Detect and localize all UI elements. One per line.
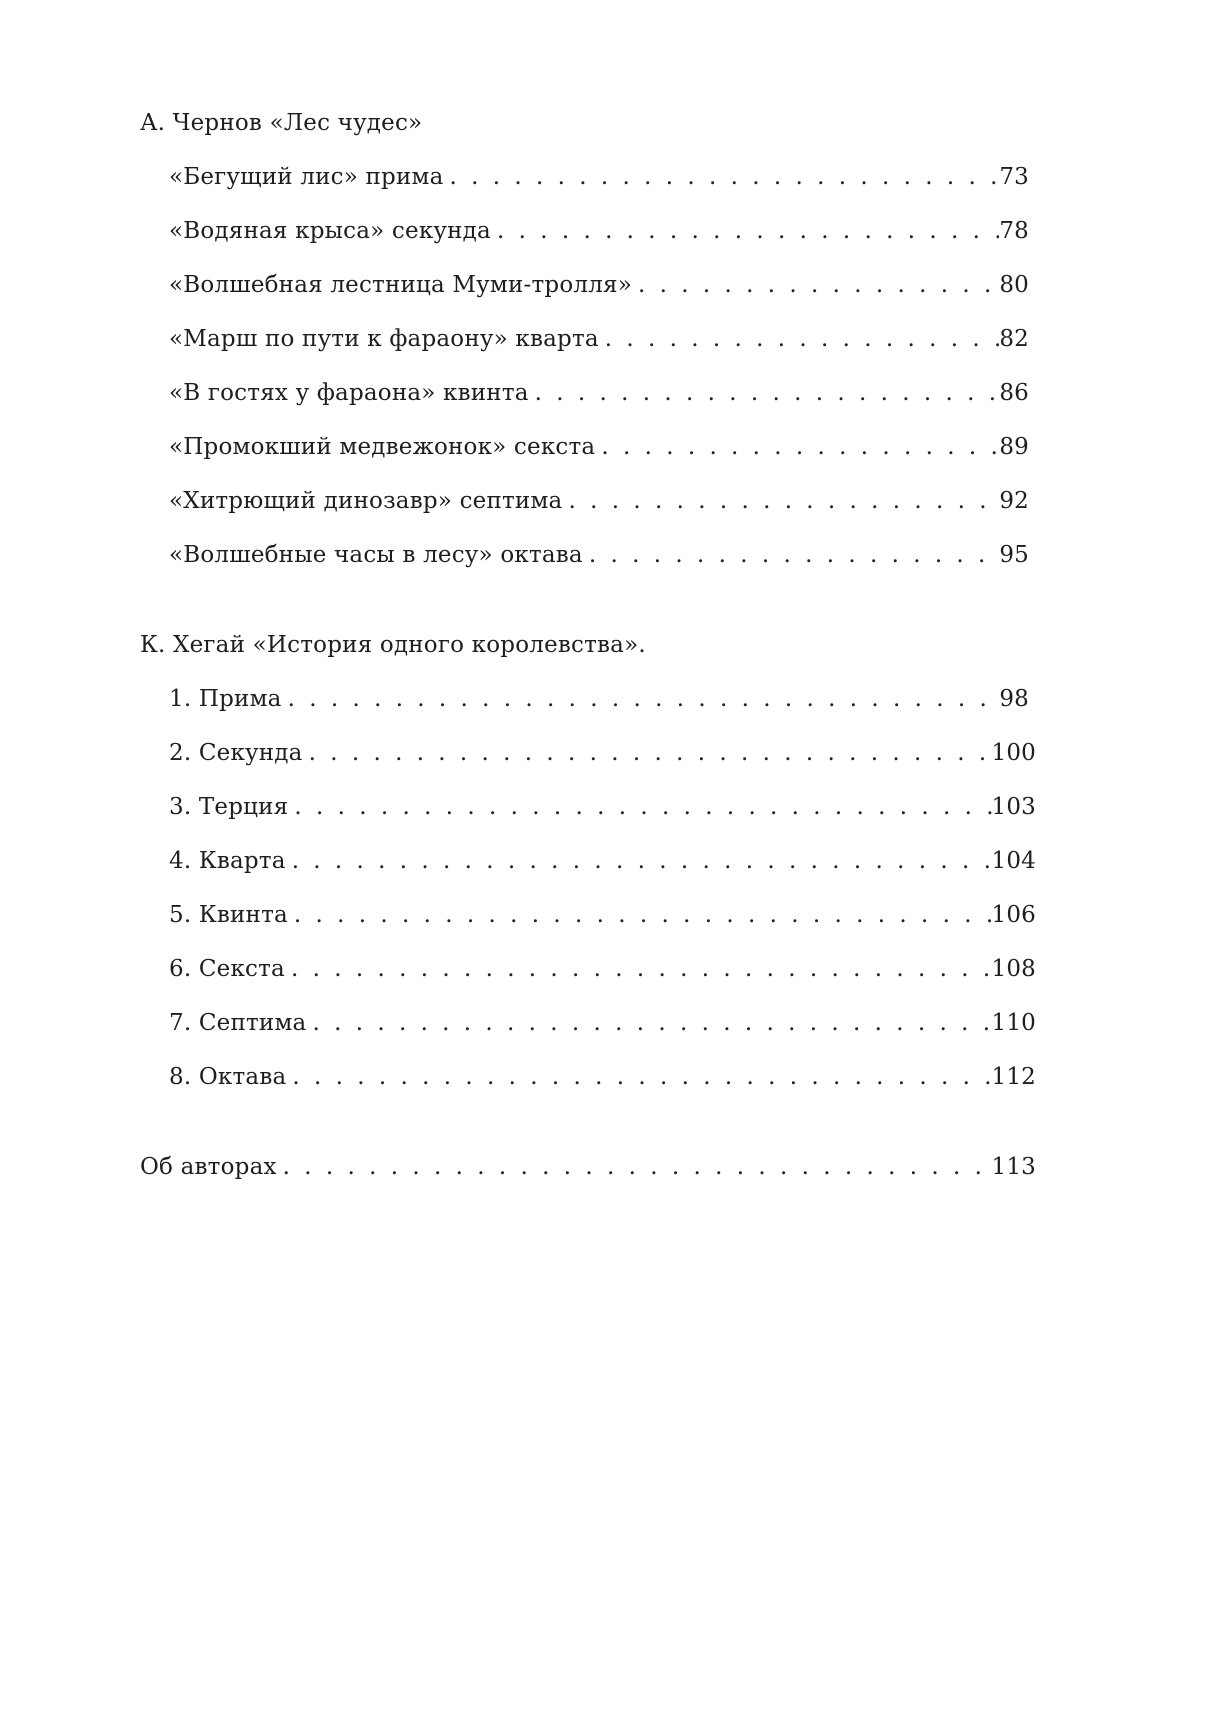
toc-entry[interactable] [169, 684, 1036, 714]
toc-entry-title: 6. Секста [169, 956, 285, 982]
toc-entry-page: 112 [991, 1064, 1036, 1090]
toc-entry-page: 95 [999, 542, 1029, 568]
toc-entry[interactable] [169, 846, 1036, 876]
toc-entry-title: «В гостях у фараона» квинта [169, 380, 529, 406]
section-heading-chernov: А. Чернов «Лес чудес» [140, 110, 423, 136]
toc-entry[interactable] [169, 378, 1029, 408]
toc-entry-about-authors[interactable] [140, 1152, 1036, 1182]
dot-leader [491, 216, 999, 246]
dot-leader [529, 378, 1000, 408]
toc-entry-page: 100 [991, 740, 1036, 766]
toc-entry-page: 86 [999, 380, 1029, 406]
toc-entry-title: 1. Прима [169, 686, 282, 712]
toc-entry-page: 104 [991, 848, 1036, 874]
dot-leader [303, 738, 992, 768]
toc-entry-title: 4. Кварта [169, 848, 286, 874]
toc-entry[interactable] [169, 1008, 1036, 1038]
toc-entry[interactable] [169, 1062, 1036, 1092]
toc-entry[interactable] [169, 216, 1029, 246]
toc-entry-page: 92 [999, 488, 1029, 514]
toc-entry-page: 106 [991, 902, 1036, 928]
toc-entry-title: 7. Септима [169, 1010, 307, 1036]
toc-entry-title: «Хитрющий динозавр» септима [169, 488, 563, 514]
dot-leader [277, 1152, 992, 1182]
dot-leader [599, 324, 1000, 354]
toc-entry[interactable] [169, 900, 1036, 930]
toc-entry-page: 103 [991, 794, 1036, 820]
toc-entry-page: 73 [999, 164, 1029, 190]
toc-entry-page: 110 [991, 1010, 1036, 1036]
toc-entry-page: 78 [999, 218, 1029, 244]
dot-leader [595, 432, 999, 462]
toc-entry-title: 2. Секунда [169, 740, 303, 766]
section-heading-khegai: К. Хегай «История одного королевства». [140, 632, 646, 658]
toc-entry-title: 3. Терция [169, 794, 289, 820]
dot-leader [562, 486, 999, 516]
toc-entry[interactable] [169, 954, 1036, 984]
toc-entry-title: «Водяная крыса» секунда [169, 218, 491, 244]
toc-entry[interactable] [169, 162, 1029, 192]
toc-entry[interactable] [169, 270, 1029, 300]
toc-entry[interactable] [169, 738, 1036, 768]
dot-leader [288, 792, 991, 822]
toc-entry[interactable] [169, 792, 1036, 822]
toc-entry[interactable] [169, 432, 1029, 462]
dot-leader [583, 540, 999, 570]
dot-leader [286, 1062, 991, 1092]
toc-entry-title: «Бегущий лис» прима [169, 164, 444, 190]
toc-entry-title: «Марш по пути к фараону» кварта [169, 326, 599, 352]
toc-entry-title: 8. Октава [169, 1064, 287, 1090]
toc-entry[interactable] [169, 540, 1029, 570]
toc-entry-page: 89 [999, 434, 1029, 460]
toc-entry-title: «Волшебные часы в лесу» октава [169, 542, 583, 568]
dot-leader [288, 900, 992, 930]
toc-entry-page: 108 [991, 956, 1036, 982]
toc-entry[interactable] [169, 486, 1029, 516]
toc-entry-page: 113 [991, 1154, 1036, 1180]
toc-entry-page: 80 [999, 272, 1029, 298]
dot-leader [632, 270, 999, 300]
dot-leader [282, 684, 1000, 714]
dot-leader [306, 1008, 991, 1038]
dot-leader [285, 954, 992, 984]
toc-entry-page: 82 [999, 326, 1029, 352]
toc-entry-title: Об авторах [140, 1154, 277, 1180]
toc-entry[interactable] [169, 324, 1029, 354]
toc-entry-page: 98 [999, 686, 1029, 712]
toc-entry-title: 5. Квинта [169, 902, 288, 928]
toc-entry-title: «Волшебная лестница Муми-тролля» [169, 272, 633, 298]
dot-leader [444, 162, 1000, 192]
dot-leader [286, 846, 992, 876]
toc-entry-title: «Промокший медвежонок» секста [169, 434, 596, 460]
